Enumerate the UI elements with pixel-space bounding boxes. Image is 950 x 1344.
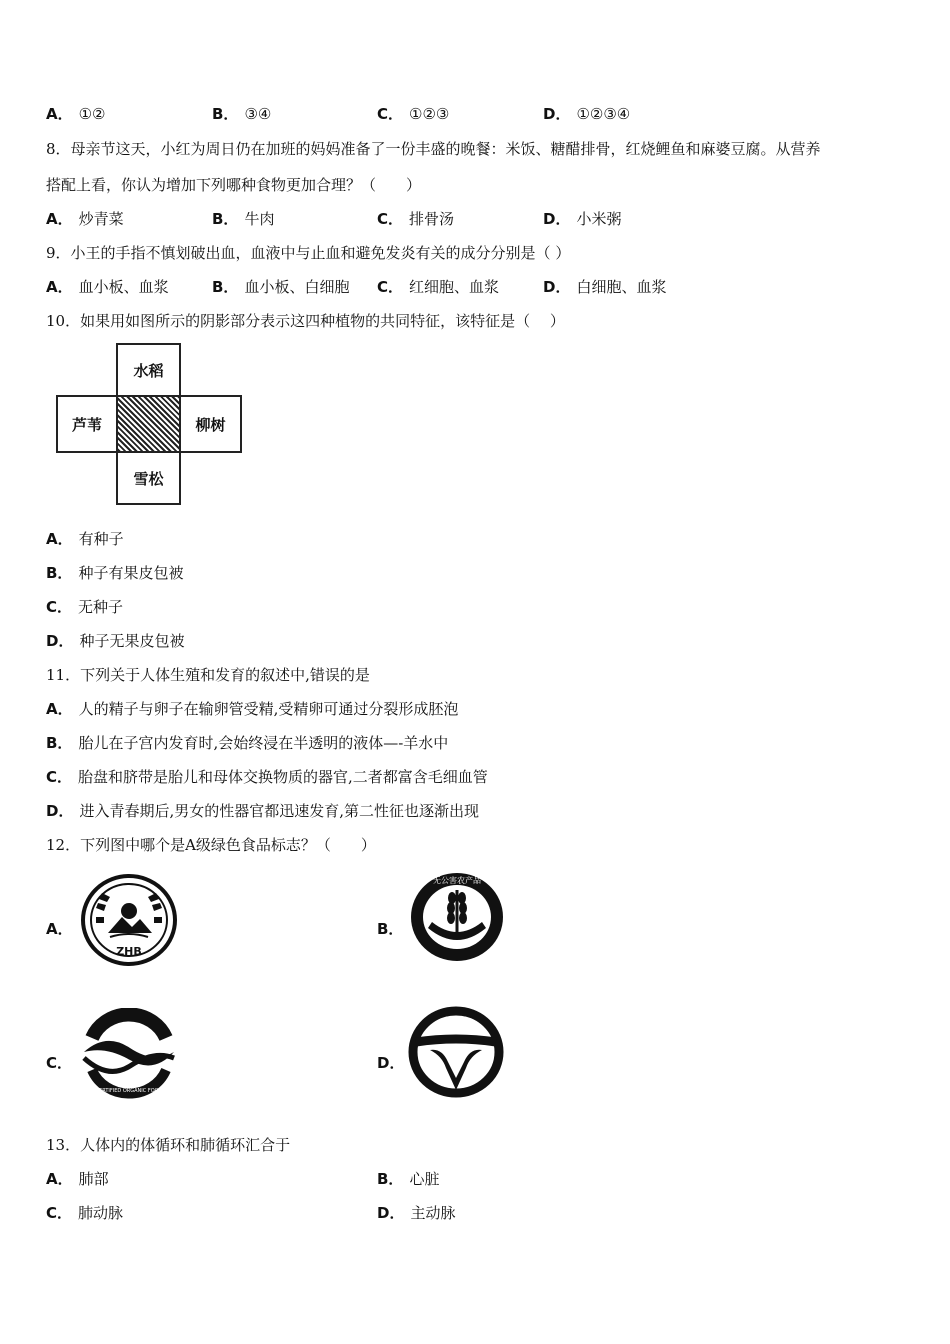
q7-option-b: B． ③④ <box>212 105 272 123</box>
q7-option-a: A． ①② <box>46 105 106 123</box>
q7-option-c: C． ①②③ <box>377 105 450 123</box>
q9-option-d: D． 白细胞、血浆 <box>543 278 667 296</box>
q11-option-b: B． 胎儿在子宫内发育时,会始终浸在半透明的液体—-羊水中 <box>46 734 449 752</box>
q8-stem-line1: 8．母亲节这天，小红为周日仍在加班的妈妈准备了一份丰盛的晚餐：米饭、糖醋排骨，红烧鲤鱼和麻婆豆腐。从营养 <box>46 140 821 158</box>
zhb-logo-icon <box>80 873 178 967</box>
q11-option-c: C． 胎盘和脐带是胎儿和母体交换物质的器官,二者都富含毛细血管 <box>46 768 488 786</box>
q13-option-a: A． 肺部 <box>46 1170 109 1188</box>
q10-option-d: D． 种子无果皮包被 <box>46 632 185 650</box>
q10-option-b: B． 种子有果皮包被 <box>46 564 184 582</box>
green-food-logo-icon <box>408 1006 504 1098</box>
q9-option-c: C． 红细胞、血浆 <box>377 278 500 296</box>
q8-option-b: B． 牛肉 <box>212 210 275 228</box>
q11-option-d: D． 进入青春期后,男女的性器官都迅速发育,第二性征也逐渐出现 <box>46 802 479 820</box>
q8-stem-line2: 搭配上看，你认为增加下列哪种食物更加合理？（ ） <box>46 176 422 194</box>
q8-option-a: A． 炒青菜 <box>46 210 124 228</box>
organic-logo-top-text: 有机食品 <box>110 1028 148 1038</box>
q10-stem: 10．如果用如图所示的阴影部分表示这四种植物的共同特征，该特征是（ ） <box>46 312 565 330</box>
q13-option-b: B． 心脏 <box>377 1170 440 1188</box>
q8-option-c: C． 排骨汤 <box>377 210 455 228</box>
q10-option-a: A． 有种子 <box>46 530 124 548</box>
zhb-logo-text: ZHB <box>116 945 142 958</box>
q9-option-a: A． 血小板、血浆 <box>46 278 169 296</box>
q13-option-d: D． 主动脉 <box>377 1204 456 1222</box>
wugonghai-logo-icon <box>408 870 506 964</box>
q13-stem: 13．人体内的体循环和肺循环汇合于 <box>46 1136 291 1154</box>
q10-option-c: C． 无种子 <box>46 598 124 616</box>
wugonghai-logo-text: 无公害农产品 <box>433 876 481 885</box>
q11-stem: 11．下列关于人体生殖和发育的叙述中,错误的是 <box>46 666 370 684</box>
diagram-box-top: 水稻 <box>116 343 181 397</box>
q9-option-b: B． 血小板、白细胞 <box>212 278 350 296</box>
diagram-shaded-center <box>116 395 181 453</box>
q12-option-c-label: C． <box>46 1054 73 1072</box>
q13-option-c: C． 肺动脉 <box>46 1204 124 1222</box>
q12-option-b-label: B． <box>377 920 404 938</box>
q11-option-a: A． 人的精子与卵子在输卵管受精,受精卵可通过分裂形成胚泡 <box>46 700 459 718</box>
diagram-box-left: 芦苇 <box>56 395 118 453</box>
q8-option-d: D． 小米粥 <box>543 210 622 228</box>
diagram-box-bottom: 雪松 <box>116 451 181 505</box>
q7-option-d: D． ①②③④ <box>543 105 631 123</box>
diagram-box-right: 柳树 <box>179 395 242 453</box>
q12-option-d-label: D． <box>377 1054 405 1072</box>
q9-stem: 9．小王的手指不慎划破出血，血液中与止血和避免发炎有关的成分分别是（ ） <box>46 244 571 262</box>
organic-food-logo-icon <box>78 1008 180 1100</box>
q12-option-a-label: A． <box>46 920 73 938</box>
organic-logo-bottom-text: CERTIFIED ORGANIC FOOD <box>95 1088 163 1094</box>
q12-stem: 12．下列图中哪个是A级绿色食品标志？（ ） <box>46 836 376 854</box>
